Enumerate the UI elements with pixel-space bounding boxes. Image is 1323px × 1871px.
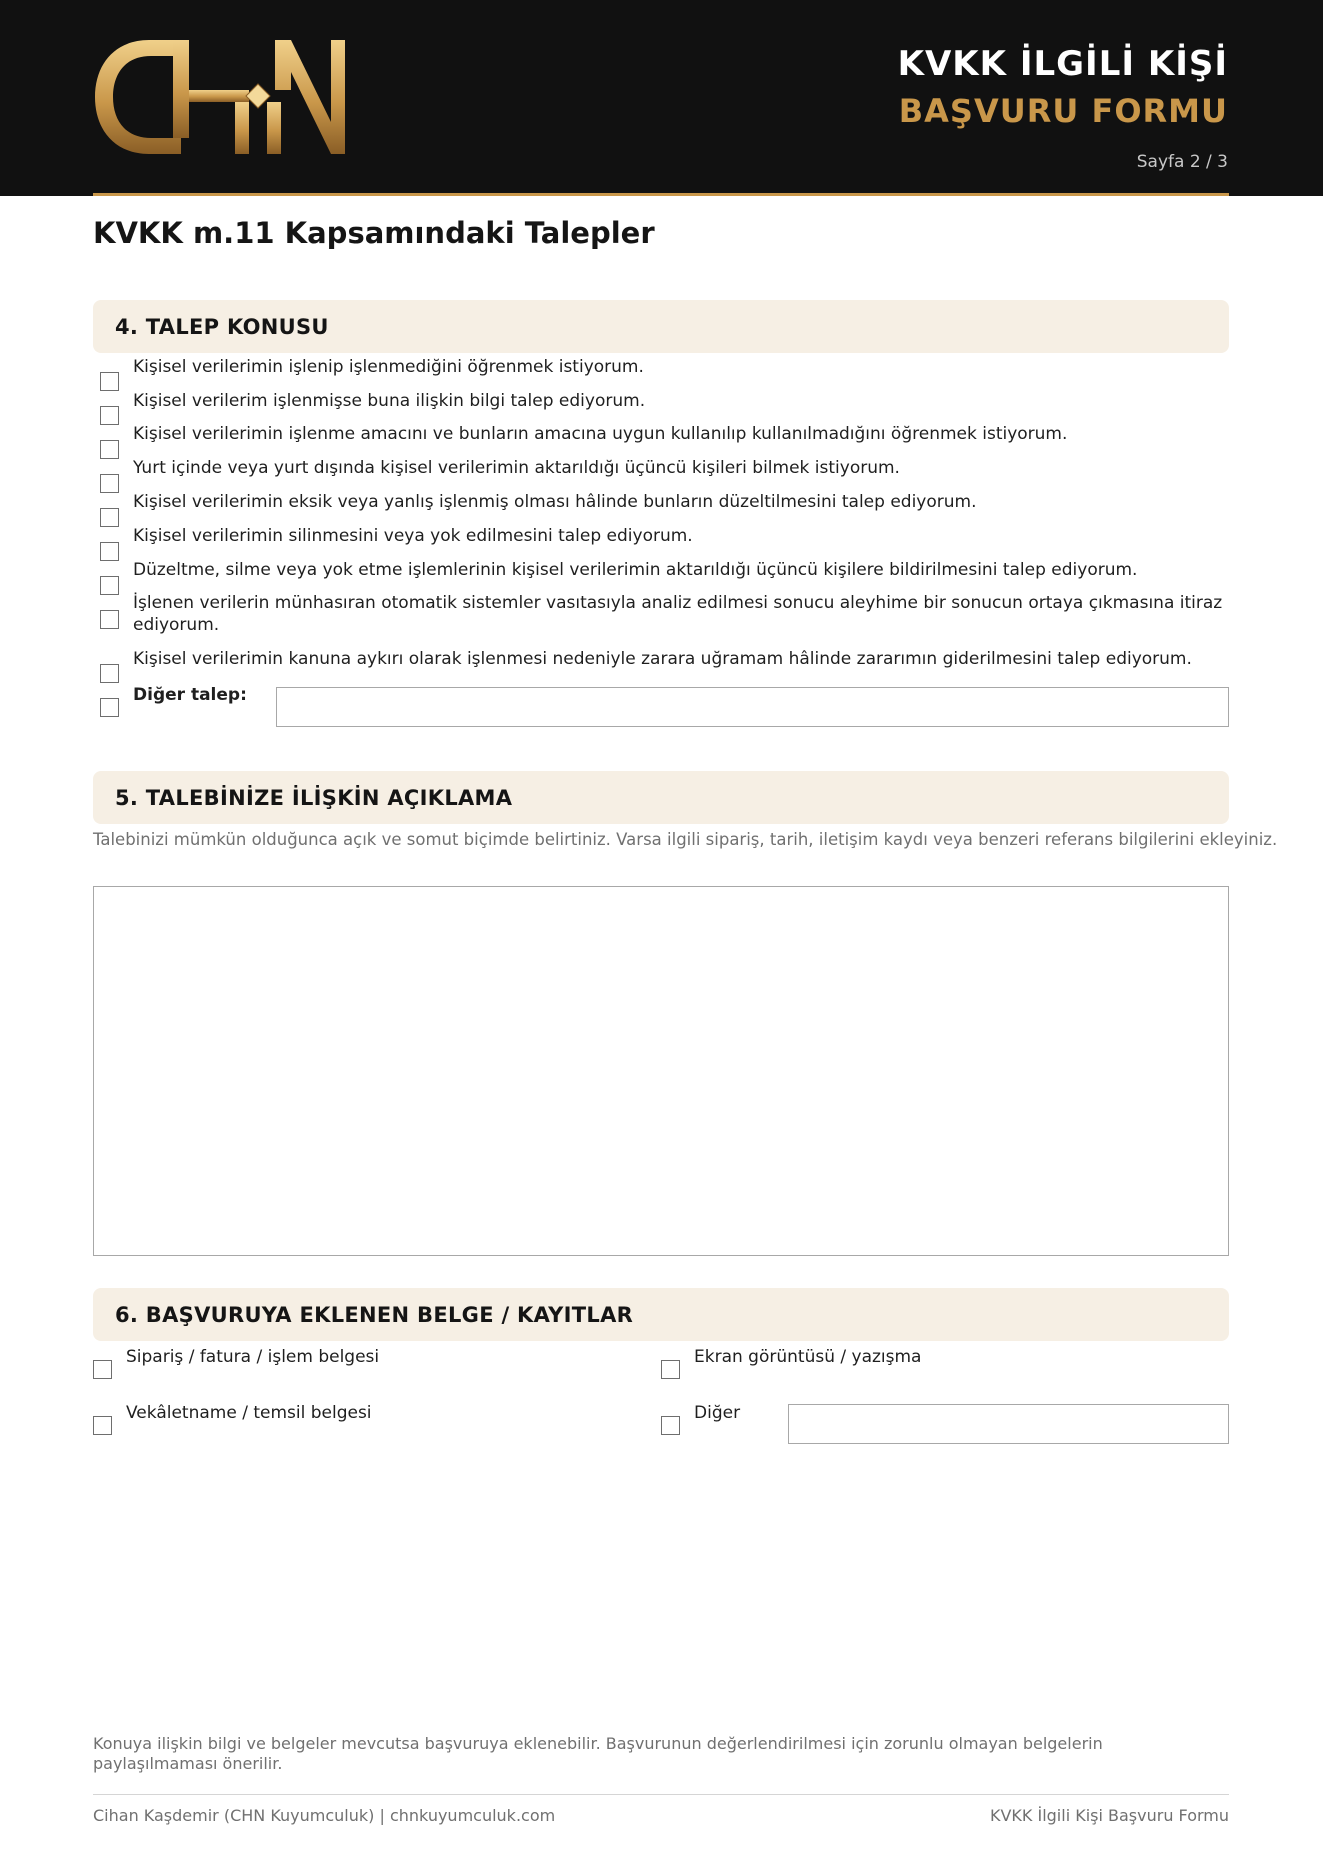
footer-company: Cihan Kaşdemir (CHN Kuyumculuk) | chnkuyumculuk.com bbox=[93, 1806, 556, 1825]
section-5-header bbox=[93, 771, 1229, 824]
section-4-header bbox=[93, 300, 1229, 353]
request-checkbox-6[interactable] bbox=[100, 542, 119, 561]
request-label-4: Yurt içinde veya yurt dışında kişisel verilerimin aktarıldığı üçüncü kişileri bilmek istiyorum. bbox=[133, 458, 900, 478]
request-label-1: Kişisel verilerimin işlenip işlenmediğini öğrenmek istiyorum. bbox=[133, 357, 644, 377]
attachment-checkbox-other[interactable] bbox=[661, 1416, 680, 1435]
form-title-line2: BAŞVURU FORMU bbox=[898, 92, 1228, 130]
chn-logo bbox=[93, 34, 345, 160]
attachment-checkbox-order-invoice[interactable] bbox=[93, 1360, 112, 1379]
other-request-input[interactable] bbox=[276, 687, 1229, 727]
page-title: KVKK m.11 Kapsamındaki Talepler bbox=[93, 216, 655, 250]
request-checkbox-9[interactable] bbox=[100, 664, 119, 683]
page-header bbox=[0, 0, 1323, 196]
section-5-title: 5. TALEBİNİZE İLİŞKİN AÇIKLAMA bbox=[115, 786, 513, 810]
request-checkbox-5[interactable] bbox=[100, 508, 119, 527]
attachment-label-order-invoice: Sipariş / fatura / işlem belgesi bbox=[126, 1347, 380, 1367]
header-divider bbox=[93, 193, 1229, 196]
section-4-title: 4. TALEP KONUSU bbox=[115, 315, 329, 339]
section-6-header bbox=[93, 1288, 1229, 1341]
request-checkbox-8[interactable] bbox=[100, 610, 119, 629]
attachment-checkbox-proxy[interactable] bbox=[93, 1416, 112, 1435]
page-number: Sayfa 2 / 3 bbox=[1136, 152, 1228, 172]
attachment-label-proxy: Vekâletname / temsil belgesi bbox=[126, 1403, 372, 1423]
request-label-5: Kişisel verilerimin eksik veya yanlış işlenmiş olması hâlinde bunların düzeltilmesini talep ediyorum. bbox=[133, 492, 977, 512]
request-checkbox-4[interactable] bbox=[100, 474, 119, 493]
attachment-checkbox-screenshot[interactable] bbox=[661, 1360, 680, 1379]
other-request-label: Diğer talep: bbox=[133, 685, 247, 705]
request-label-7: Düzeltme, silme veya yok etme işlemlerinin kişisel verilerimin aktarıldığı üçüncü kişilere bildirilmesini talep ediyorum. bbox=[133, 560, 1138, 580]
request-label-6: Kişisel verilerimin silinmesini veya yok edilmesini talep ediyorum. bbox=[133, 526, 693, 546]
request-label-2: Kişisel verilerim işlenmişse buna ilişkin bilgi talep ediyorum. bbox=[133, 391, 646, 411]
attachment-other-input[interactable] bbox=[788, 1404, 1229, 1444]
other-request-checkbox[interactable] bbox=[100, 698, 119, 717]
request-checkbox-2[interactable] bbox=[100, 406, 119, 425]
form-title-line1: KVKK İLGİLİ KİŞİ bbox=[897, 44, 1228, 84]
request-checkbox-3[interactable] bbox=[100, 440, 119, 459]
request-checkbox-1[interactable] bbox=[100, 372, 119, 391]
footer-divider bbox=[93, 1794, 1229, 1795]
footnote: Konuya ilişkin bilgi ve belgeler mevcutsa başvuruya eklenebilir. Başvurunun değerlendirilmesi için zorunlu olmayan belgelerin paylaşılmaması önerilir. bbox=[93, 1734, 1103, 1773]
attachment-label-other: Diğer bbox=[694, 1403, 741, 1423]
footer-form-name: KVKK İlgili Kişi Başvuru Formu bbox=[989, 1806, 1229, 1825]
request-label-8: İşlenen verilerin münhasıran otomatik sistemler vasıtasıyla analiz edilmesi sonucu aleyhime bir sonucun ortaya çıkmasına itiraz ediyorum. bbox=[133, 593, 1223, 635]
explanation-hint: Talebinizi mümkün olduğunca açık ve somut biçimde belirtiniz. Varsa ilgili sipariş, tarih, iletişim kaydı veya benzeri referans bilgilerini ekleyiniz. bbox=[93, 830, 1278, 849]
section-6-title: 6. BAŞVURUYA EKLENEN BELGE / KAYITLAR bbox=[115, 1303, 634, 1327]
attachment-label-screenshot: Ekran görüntüsü / yazışma bbox=[694, 1347, 922, 1367]
request-label-3: Kişisel verilerimin işlenme amacını ve bunların amacına uygun kullanılıp kullanılmadığını öğrenmek istiyorum. bbox=[133, 424, 1068, 444]
request-label-9: Kişisel verilerimin kanuna aykırı olarak işlenmesi nedeniyle zarara uğramam hâlinde zararımın giderilmesini talep ediyorum. bbox=[133, 649, 1192, 669]
explanation-textarea[interactable] bbox=[93, 886, 1229, 1256]
request-checkbox-7[interactable] bbox=[100, 576, 119, 595]
